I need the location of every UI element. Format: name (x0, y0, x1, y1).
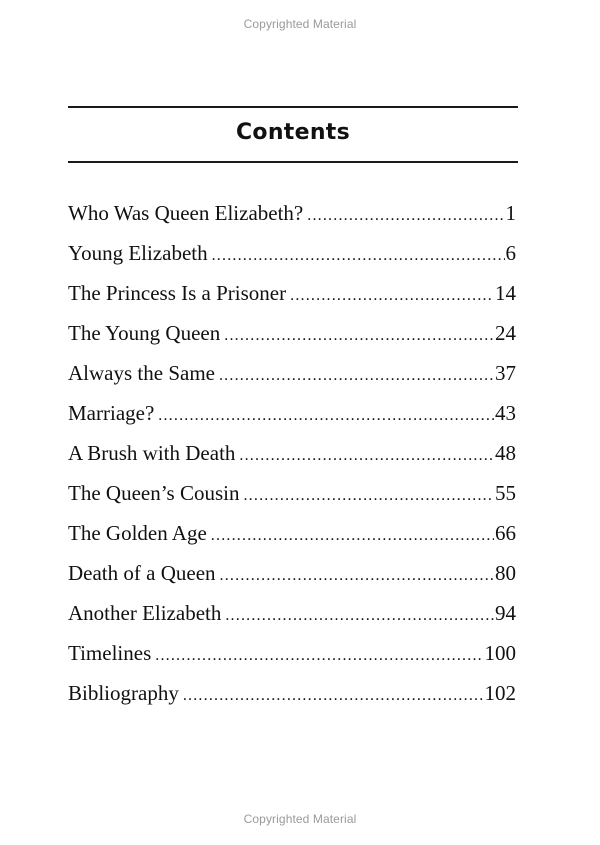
toc-entry-page: 43 (495, 401, 516, 425)
dot-leader (290, 279, 494, 313)
toc-entry-page: 1 (505, 201, 516, 225)
toc-entry-title: A Brush with Death (68, 441, 236, 465)
dot-leader (239, 439, 494, 473)
toc-entry-title: Death of a Queen (68, 561, 216, 585)
toc-entry-page: 66 (495, 521, 516, 545)
dot-leader (224, 319, 494, 353)
toc-entry-timelines (68, 636, 516, 676)
heading-underline-rule (68, 161, 518, 163)
dot-leader (158, 399, 494, 433)
toc-entry-page: 100 (484, 641, 516, 665)
dot-leader (211, 519, 494, 553)
toc-entry-title: The Princess Is a Prisoner (68, 281, 287, 305)
toc-entry-young-queen (68, 316, 516, 356)
toc-entry-title: Always the Same (68, 361, 215, 385)
copyright-watermark-bottom: Copyrighted Material (243, 812, 357, 826)
toc-entry-title: Timelines (68, 641, 152, 665)
dot-leader (225, 599, 494, 633)
toc-entry-page: 94 (495, 601, 516, 625)
dot-leader (243, 479, 494, 513)
toc-entry-title: Bibliography (68, 681, 179, 705)
dot-leader (219, 359, 494, 393)
dot-leader (307, 199, 504, 233)
dot-leader (155, 639, 483, 673)
dot-leader (212, 239, 505, 273)
toc-entry-golden-age (68, 516, 516, 556)
toc-entry-page: 14 (495, 281, 516, 305)
toc-entry-brush-with-death (68, 436, 516, 476)
toc-entry-title: Another Elizabeth (68, 601, 222, 625)
toc-entry-who-was-queen-elizabeth (68, 196, 516, 236)
toc-entry-page: 55 (495, 481, 516, 505)
toc-entry-page: 102 (484, 681, 516, 705)
toc-entry-page: 37 (495, 361, 516, 385)
top-rule (68, 106, 518, 108)
dot-leader (183, 679, 484, 713)
dot-leader (220, 559, 494, 593)
copyright-watermark-top: Copyrighted Material (243, 17, 357, 31)
toc-entry-page: 6 (505, 241, 516, 265)
toc-entry-title: The Queen’s Cousin (68, 481, 240, 505)
toc-entry-page: 24 (495, 321, 516, 345)
toc-entry-page: 48 (495, 441, 516, 465)
toc-entry-title: Young Elizabeth (68, 241, 208, 265)
toc-entry-title: Who Was Queen Elizabeth? (68, 201, 304, 225)
toc-entry-queens-cousin (68, 476, 516, 516)
page-title: Contents (235, 120, 351, 145)
toc-entry-title: The Golden Age (68, 521, 207, 545)
toc-entry-bibliography (68, 676, 516, 716)
toc-entry-death-of-a-queen (68, 556, 516, 596)
table-of-contents (68, 196, 516, 716)
toc-entry-young-elizabeth (68, 236, 516, 276)
toc-entry-always-the-same (68, 356, 516, 396)
toc-entry-title: The Young Queen (68, 321, 221, 345)
toc-entry-page: 80 (495, 561, 516, 585)
toc-entry-marriage (68, 396, 516, 436)
toc-entry-princess-prisoner (68, 276, 516, 316)
toc-entry-title: Marriage? (68, 401, 155, 425)
toc-entry-another-elizabeth (68, 596, 516, 636)
